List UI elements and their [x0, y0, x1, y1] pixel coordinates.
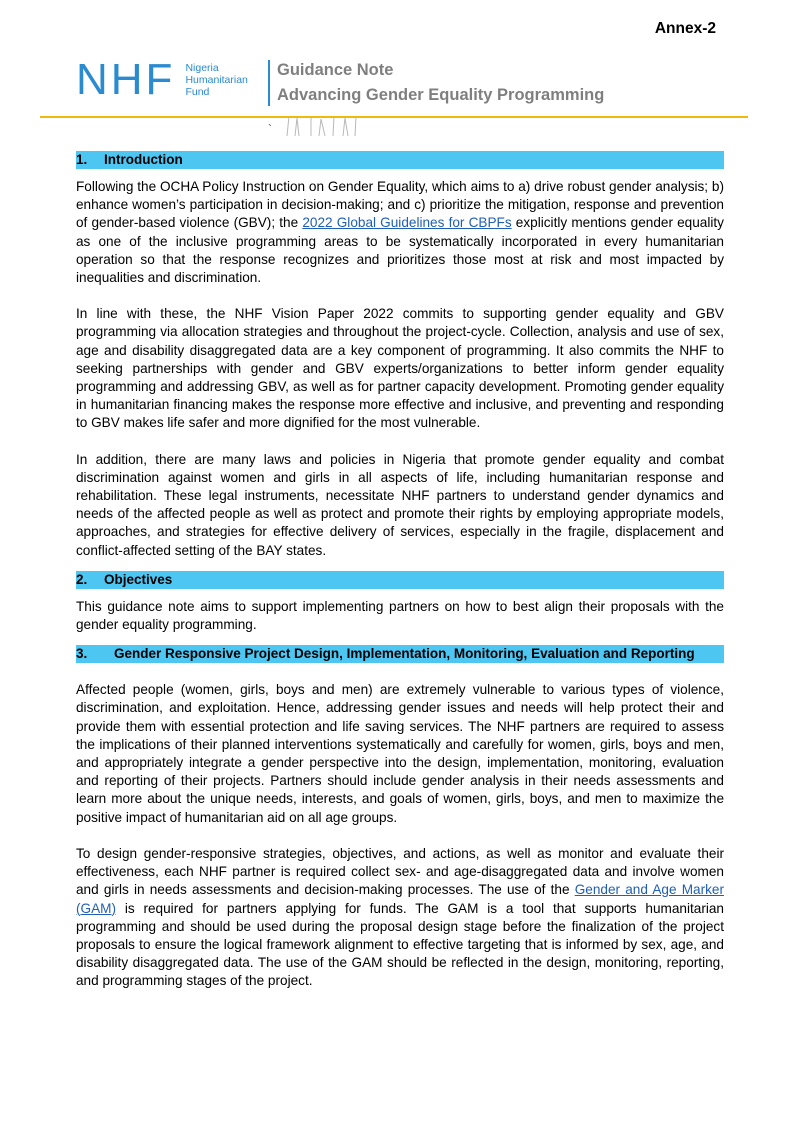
intro-paragraph-1	[76, 178, 724, 287]
section-heading-objectives	[76, 571, 724, 589]
section-number: 1.	[76, 152, 88, 167]
section-title: Gender Responsive Project Design, Implementation, Monitoring, Evaluation and Reporting	[114, 646, 695, 662]
guidance-title-line-2: Advancing Gender Equality Programming	[277, 86, 605, 104]
annex-label: Annex-2	[654, 20, 716, 37]
section-title: Objectives	[104, 571, 173, 587]
intro-p1-text-b: explicitly mentions gender equality as one of the inclusive programming areas to be systematically incorporated in every humanitarian operation so that the response recognizes and prioritizes those most at risk and most impacted by inequalities and discrimination.	[76, 215, 724, 286]
logo-line-2: Humanitarian	[185, 74, 248, 86]
intro-p1-text-a: Following the OCHA Policy Instruction on Gender Equality, which aims to a) drive robust gender analysis; b) enhance women’s participation in decision-making; and c) prioritize the mitigation, response and prevention of gender-based violence (GBV); the	[76, 179, 724, 231]
logo-line-1: Nigeria	[185, 62, 219, 74]
header-divider	[268, 60, 270, 106]
logo-subtitle	[185, 62, 247, 98]
header-rule	[40, 116, 748, 118]
section-number: 2.	[76, 571, 88, 587]
global-guidelines-link[interactable]: 2022 Global Guidelines for CBPFs	[302, 215, 512, 231]
guidance-title-line-1: Guidance Note	[277, 61, 394, 79]
section-title: Introduction	[104, 152, 183, 167]
objectives-paragraph: This guidance note aims to support implementing partners on how to best align their proposals with the gender equality programming.	[76, 598, 724, 633]
guidance-title	[277, 58, 604, 108]
document-body	[76, 151, 724, 991]
logo-acronym: NHF	[76, 55, 176, 104]
design-p2-text-b: is required for partners applying for funds. The GAM is a tool that supports humanitarian programming and should be used during the proposal design stage before the finalization of the project proposals to ensure the logical framework alignment to effective targeting that is informed by sex, age, and disability disaggregated data. The use of the GAM should be reflected in the design, monitoring, reporting, and programming stages of the project.	[76, 900, 724, 989]
nhf-logo	[76, 55, 248, 104]
design-paragraph-1: Affected people (women, girls, boys and men) are extremely vulnerable to various types of violence, discrimination, and exploitation. Hence, addressing gender issues and needs will help protect their and provide them with essential protection and life saving services. The NHF partners are required to assess the implications of their planned interventions systematically and carefully for women, girls, boys and men, and appropriately integrate a gender perspective into the design, implementation, monitoring, evaluation and reporting of their projects. Partners should include gender analysis in their needs assessments and learn more about the unique needs, interests, and goals of women, girls, boys, and men to maximize the positive impact of humanitarian aid on all age groups.	[76, 682, 724, 825]
stray-mark: `	[268, 122, 272, 136]
intro-paragraph-3: In addition, there are many laws and policies in Nigeria that promote gender equality and combat discrimination against women and girls in all aspects of life, including humanitarian response and rehabilitation. These legal instruments, necessitate NHF partners to understand gender dynamics and needs of the affected people as well as protect and promote their rights by employing appropriate models, approaches, and strategies for effective delivery of services, especially in the fragile, displacement and conflict-affected setting of the BAY states.	[76, 451, 724, 558]
gam-link[interactable]: Gender and Age Marker (GAM)	[76, 882, 724, 916]
logo-line-3: Fund	[185, 86, 210, 98]
design-p2-text-a: To design gender-responsive strategies, objectives, and actions, as well as monitor and evaluate their effectiveness, each NHF partner is required collect sex- and age-disaggregated data and involve women and girls in needs assessments and decision-making processes. The use of the	[76, 845, 724, 898]
section-heading-design	[76, 645, 724, 663]
section-number: 3.	[76, 646, 88, 662]
section-heading-introduction	[76, 151, 724, 169]
design-paragraph-2	[76, 845, 724, 991]
intro-paragraph-2: In line with these, the NHF Vision Paper 2022 commits to supporting gender equality and GBV programming via allocation strategies and throughout the project-cycle. Collection, analysis and use of sex, age and disability disaggregated data are a key component of programming. It also commits the NHF to seeking partnerships with gender and GBV experts/organizations to better inform gender equality programming and addressing GBV, as well as for partner capacity development. Promoting gender equality in humanitarian financing makes the response more effective and inclusive, and preventing and responding to GBV makes life safer and more dignified for the most vulnerable.	[76, 306, 724, 431]
